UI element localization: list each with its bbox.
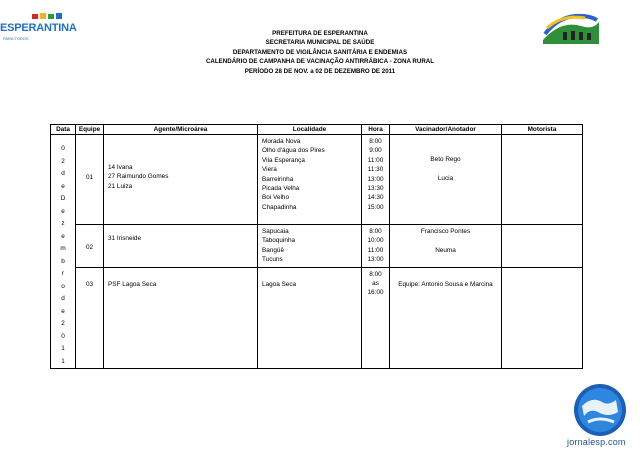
header-line-departamento: DEPARTAMENTO DE VIGILÂNCIA SANITÁRIA E ENDEMIAS xyxy=(232,48,408,56)
logo-tagline: PARA TODOS xyxy=(3,36,29,41)
localidade-cell: Sapucaia Taboquinha Bangüê Tucuns xyxy=(258,225,362,268)
globe-watermark-icon xyxy=(572,382,628,438)
column-header-data: Data xyxy=(51,125,76,135)
table-row xyxy=(51,267,583,368)
header-line-calendario: CALENDÁRIO DE CAMPANHA DE VACINAÇÃO ANTIRRÁBICA - ZONA RURAL xyxy=(205,58,435,66)
vacinador-cell: Beto Rego Lucia xyxy=(390,135,502,225)
agente-cell: 31 Irisneide xyxy=(104,225,258,268)
logo-brand-text: ESPERANTINA xyxy=(0,22,77,34)
esperantina-logo xyxy=(0,10,78,50)
motorista-cell xyxy=(502,267,583,368)
motorista-cell xyxy=(502,225,583,268)
watermark-site-text: jornalesp.com xyxy=(567,437,626,447)
vacinador-cell: Francisco Pontes Neuma xyxy=(390,225,502,268)
column-header-vacinador: Vacinador/Anotador xyxy=(390,125,502,135)
equipe-cell: 02 xyxy=(76,225,104,268)
hora-cell: 8:00 as 16:00 xyxy=(362,267,390,368)
logo-figures-icon xyxy=(30,12,70,20)
column-header-motorista: Motorista xyxy=(502,125,583,135)
localidade-cell: Morada Nova Olho d'água dos Pires Vila Esperança Viera Barreirinha Picada Velha Boi Velho Chapadinha xyxy=(258,135,362,225)
equipe-cell: 03 xyxy=(76,267,104,368)
header-line-prefeitura: PREFEITURA DE ESPERANTINA xyxy=(272,30,368,37)
header-line-periodo: PERÍODO 28 DE NOV. a 02 DE DEZEMBRO DE 2011 xyxy=(244,67,396,75)
department-logo-icon xyxy=(541,12,601,46)
table-header-row xyxy=(51,125,583,135)
vacinador-cell: Equipe: Antonio Sousa e Marcina xyxy=(390,267,502,368)
column-header-agente: Agente/Microárea xyxy=(104,125,258,135)
hora-cell: 8:00 9:00 11:00 11:30 13:00 13:30 14:30 15:00 xyxy=(362,135,390,225)
agente-cell: 14 Ivana 27 Raimundo Gomes 21 Luiza xyxy=(104,135,258,225)
column-header-localidade: Localidade xyxy=(258,125,362,135)
table-row xyxy=(51,135,583,225)
hora-cell: 8:00 10:00 11:00 13:00 xyxy=(362,225,390,268)
date-cell: 0 2 d e D e z e m b r o d e 2 0 1 1 xyxy=(51,135,76,369)
column-header-equipe: Equipe xyxy=(76,125,104,135)
agente-cell: PSF Lagoa Seca xyxy=(104,267,258,368)
column-header-hora: Hora xyxy=(362,125,390,135)
document-header xyxy=(150,29,490,76)
schedule-table xyxy=(50,124,583,369)
localidade-cell: Lagoa Seca xyxy=(258,267,362,368)
equipe-cell: 01 xyxy=(76,135,104,225)
table-row xyxy=(51,225,583,268)
motorista-cell xyxy=(502,135,583,225)
header-line-secretaria: SECRETARIA MUNICIPAL DE SAÚDE xyxy=(265,39,375,47)
